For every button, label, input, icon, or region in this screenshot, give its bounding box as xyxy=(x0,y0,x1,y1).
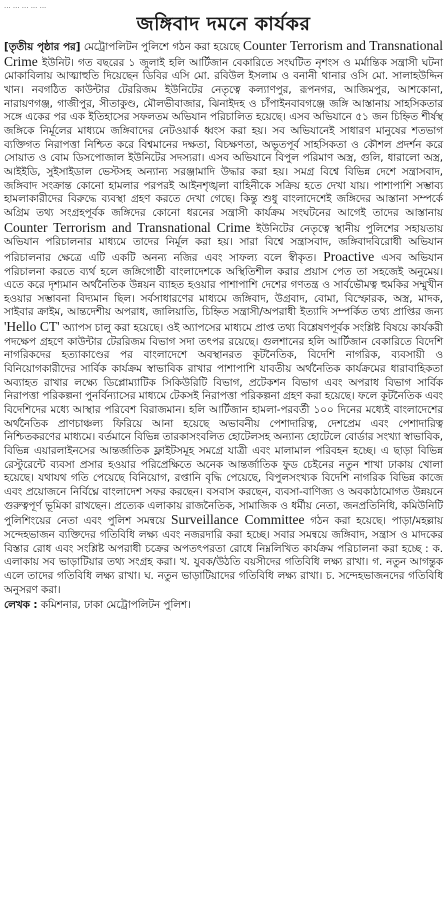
text-run: ইউনিট। গত বছরের ১ জুলাই হলি আর্টিজান বেকারিতে সংঘটিত নৃশংস ও মর্মান্তিক সন্ত্রাসী ঘটনা মোকাবিলায় আত্মাহুতি দিয়েছেন ডিবির এসি মো. রবিউল ইসলাম ও বনানী থানার ওসি মো. সালাহউদ্দিন খান। নবগঠিত কাউন্টার টেররিজম ইউনিটের নেতৃত্বে কল্যাণপুর, রূপনগর, আজিমপুর, আশকোনা, নারায়ণগঞ্জ, গাজীপুর, সীতাকুণ্ড, মৌলভীবাজার, ঝিনাইদহ ও চাঁপাইনবাবগঞ্জে জঙ্গি আস্তানায় সাহসিকতার সঙ্গে একের পর এক ইতিহাসের সফলতম অভিযান পরিচালিত হয়েছে। এসব অভিযানে ৫১ জন চিহ্নিত শীর্ষস্থ জঙ্গিকে নির্মূলের মাধ্যমে জঙ্গিবাদের নেটওয়ার্ক ধ্বংস করা হয়। সব অভিযানেই সাধারণ মানুষের শতভাগ ব্যক্তিগত নিরাপত্তা নিশ্চিত করে বিশ্বমানের দক্ষতা, বিচক্ষণতা, অভূতপূর্ব সাহসিকতা ও কৌশল প্রদর্শন করে সোয়াত ও বোম ডিসপোজাল ইউনিটের সদস্যরা। এসব অভিযানে বিপুল পরিমাণ অস্ত্র, গুলি, ধারালো অস্ত্র, আইইডি, সুইসাইডাল ভেস্টসহ অন্যান্য সরঞ্জামাদি উদ্ধার করা হয়। সমগ্র বিশ্বে বিভিন্ন দেশে সন্ত্রাসবাদ, জঙ্গিবাদ সংক্রান্ত কোনো হামলার পরপরই আইনশৃঙ্খলা বাহিনীকে সক্রিয় হতে দেখা যায়। পাশাপাশি সম্ভাব্য হামলাকারীদের বিরুদ্ধে ব্যবস্থা গ্রহণ করতে দেখা গেছে। কিন্তু শুধু বাংলাদেশেই জঙ্গিদের আস্তানা সম্পর্কে অগ্রিম তথ্য সংগ্রহপূর্বক জঙ্গিদের কোনো ধরনের সন্ত্রাসী কার্যক্রম সংঘটনের আগেই তাদের আস্তানায় xyxy=(4,56,443,219)
text-run: অ্যাপস চালু করা হয়েছে। ওই অ্যাপসের মাধ্যমে প্রাপ্ত তথ্য বিশ্লেষণপূর্বক সংশ্লিষ্ট বিষয়ে কার্যকরী পদক্ষেপ গ্রহণে কাউন্টার টেররিজম বিভাগ সদা তৎপর রয়েছে। গুলশানের হলি আর্টিজান বেকারিতে বিদেশি নাগরিকদের হত্যাকাণ্ডের পর বাংলাদেশে অবস্থানরত কূটনৈতিক, বিদেশি নাগরিক, ব্যবসায়ী ও বিনিয়োগকারীদের সার্বিক কার্যক্রম স্বাভাবিক রাখার পাশাপাশি যাবতীয় অর্থনৈতিক কার্যক্রমের ধারাবাহিকতা অব্যাহত রাখার লক্ষ্যে ডিপ্লোম্যাটিক সিকিউরিটি বিভাগ, প্রটেকশন বিভাগ এবং অপরাধ বিভাগ সার্বিক নিরাপত্তা পরিকল্পনা পুনর্বিন্যাসের মাধ্যমে টেকসই নিরাপত্তা পরিকল্পনা গ্রহণ করা হয়েছে। ফলে কূটনৈতিক এবং বিদেশিদের মধ্যে আস্থার পরিবেশ বিরাজমান। হলি আর্টিজান হামলা-পরবর্তী ১০০ দিনের মধ্যেই বাংলাদেশের অর্থনৈতিক প্রাণচাঞ্চল্য ফিরিয়ে আনা হয়েছে অভাবনীয় পেশাদারিত্ব, দেশপ্রেম এবং পেশাদারিত্ব নিশ্চিতকরণের মাধ্যমে। বর্তমানে বিভিন্ন তারকাসংবলিত হোটেলসহ অন্যান্য হোটেলে বোর্ডার সংখ্যা স্বাভাবিক, বিভিন্ন এয়ারলাইনসের আন্তর্জাতিক ফ্লাইটসমূহ সমগ্রে যাত্রী এবং মালামাল পরিবহন হচ্ছে। এ ছাড়া বিভিন্ন রেস্টুরেন্টে ব্যবসা প্রসার হওয়ার পরিপ্রেক্ষিতে অনেক আন্তর্জাতিক ফুড চেইনের নতুন শাখা ঢাকায় খোলা হয়েছে। যথাযথ গতি পেয়েছে বিনিয়োগ, রপ্তানি বৃদ্ধি পেয়েছে, বিপুলসংখ্যক বিদেশি নাগরিক বিভিন্ন কাজে এবং প্রয়োজনে নির্বিঘ্নে বাংলাদেশ সফর করছেন। বসবাস করছেন, ব্যবসা-বাণিজ্য ও অবকাঠামোগত উন্নয়নে গুরুত্বপূর্ণ ভূমিকা রাখছেন। প্রত্যেক এলাকায় রাজনৈতিক, সামাজিক ও ধর্মীয় নেতা, জনপ্রতিনিধি, কমিউনিটি পুলিশিংয়ের নেতা এবং পুলিশ সমন্বয়ে xyxy=(4,322,444,528)
english-term: 'Hello CT' xyxy=(4,319,60,335)
english-term: Surveillance Committee xyxy=(171,512,305,528)
cut-off-previous-line: ... ... ... ... ... xyxy=(4,2,47,10)
text-run: গঠন করা হয়েছে। পাড়া/মহল্লায় সন্দেহভাজন ব্যক্তিদের গতিবিধি লক্ষ্য এবং নজরদারি করা হচ্ছে। সবার সমন্বয়ে জঙ্গিবাদ, সন্ত্রাস ও মাদকের বিস্তার রোধ এবং সংশ্লিষ্ট অপরাধী চক্রের অপতৎপরতা রোধে নিম্নলিখিত কার্যক্রম পরিচালনা করা হচ্ছে : ক. এলাকায় সব ভাড়াটিয়ার তথ্য সংগ্রহ করা। খ. যুবক/উঠতি বয়সীদের গতিবিধি লক্ষ্য রাখা। গ. নতুন আগন্তুক এলে তাদের গতিবিধি লক্ষ্য রাখা। ঘ. নতুন ভাড়াটিয়াদের গতিবিধি লক্ষ্য রাখা। চ. সন্দেহভাজনদের গতিবিধি অনুসরণ করা। xyxy=(4,515,443,596)
text-run: মেট্রোপলিটন পুলিশে গঠন করা হয়েছে xyxy=(80,41,243,53)
article-body xyxy=(4,39,443,597)
text-run: ইউনিটের নেতৃত্বে স্থানীয় পুলিশের সহায়তায় অভিযান পরিচালনার মাধ্যমে তাদের নির্মূল করা হয়। সারা বিশ্বে সন্ত্রাসবাদ, জঙ্গিবাদবিরোধী অভিযান পরিচালনার ক্ষেত্রে এটি একটি অনন্য নজির এবং সাফল্য বলে স্বীকৃত। xyxy=(4,222,444,264)
text-run: এসব অভিযান পরিচালনা করতে ব্যর্থ হলে জঙ্গিগোষ্ঠী বাংলাদেশকে অস্থিতিশীল করার প্রয়াস পেত তা সহজেই অনুমেয়। এতে করে দৃশ্যমান অর্থনৈতিক উন্নয়ন ব্যাহত হওয়ার পাশাপাশি দেশের গণতন্ত্র ও সার্বভৌমত্ব হুমকির সম্মুখীন হওয়ার সম্ভাবনা বিদ্যমান ছিল। সর্বসাধারণের মাধ্যমে জঙ্গিবাদ, উগ্রবাদ, বোমা, বিস্ফোরক, অস্ত্র, মাদক, সাইবার ক্রাইম, আন্তদেশীয় অপরাধ, জালিয়াতি, চিহ্নিত সন্ত্রাসী/অপরাধী ইত্যাদি সম্পর্কিত তথ্য প্রাপ্তির জন্য xyxy=(4,251,444,319)
author-label: লেখক : xyxy=(4,599,38,612)
english-term: Proactive xyxy=(323,248,375,264)
continuation-marker: [তৃতীয় পৃষ্ঠার পর] xyxy=(4,41,81,53)
english-term: Counter Terrorism and Transnational Crime xyxy=(4,38,443,69)
english-term: Counter Terrorism and Transnational Crime xyxy=(4,219,251,235)
author-text: কমিশনার, ঢাকা মেট্রোপলিটন পুলিশ। xyxy=(37,599,191,612)
author-line xyxy=(4,598,443,612)
article-paragraph xyxy=(4,39,443,597)
article-headline: জঙ্গিবাদ দমনে কার্যকর xyxy=(136,13,311,35)
